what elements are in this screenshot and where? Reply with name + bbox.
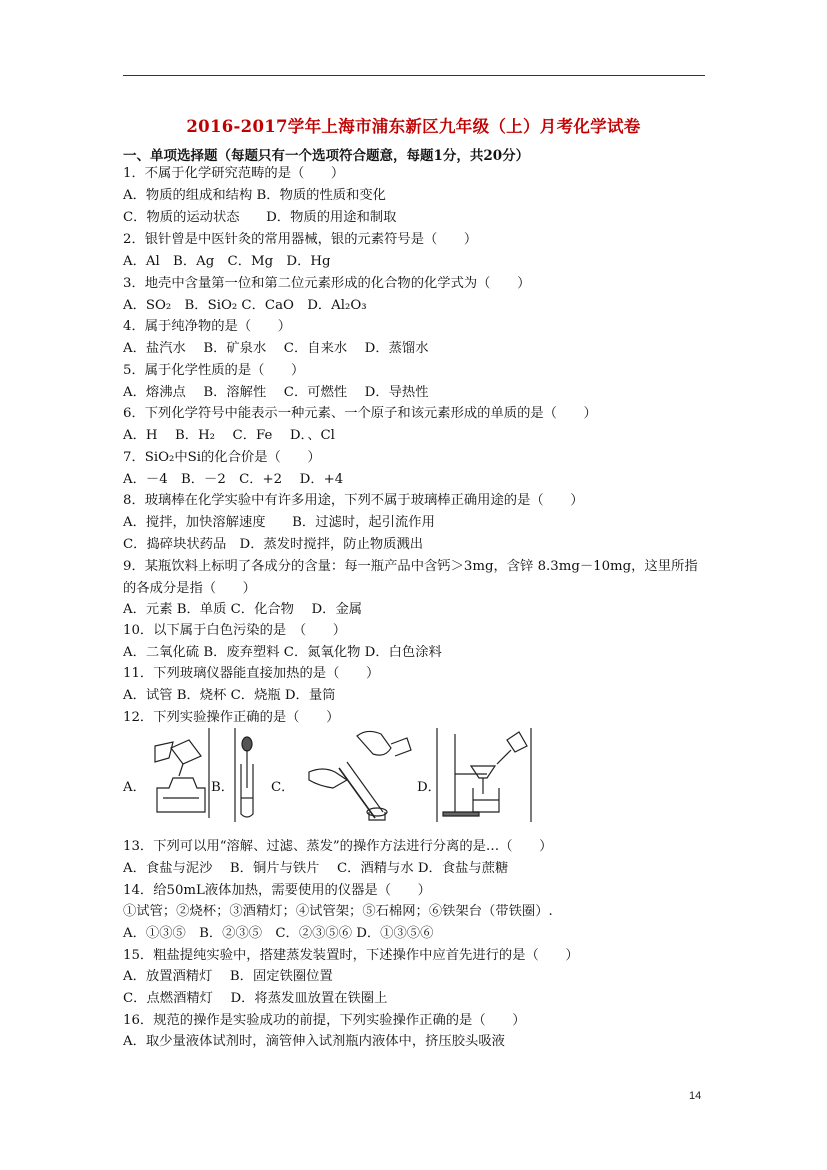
question-line: A．SO₂ B．SiO₂ C．CaO D．Al₂O₃ <box>123 298 367 313</box>
page-number: 14 <box>689 1090 702 1102</box>
question-line: A．①③⑤ B．②③⑤ C．②③⑤⑥ D．①③⑤⑥ <box>123 926 434 941</box>
figure-d-filtration <box>435 728 535 822</box>
question-line: 16．规范的操作是实验成功的前提，下列实验操作正确的是（ ） <box>123 1013 526 1028</box>
question-line: 15．粗盐提纯实验中，搭建蒸发装置时，下述操作中应首先进行的是（ ） <box>123 948 579 963</box>
question-line: A．食盐与泥沙 B．铜片与铁片 C．酒精与水 D．食盐与蔗糖 <box>123 861 509 876</box>
figure-label-c: C． <box>271 780 295 795</box>
question-line: A．盐汽水 B．矿泉水 C．自来水 D．蒸馏水 <box>123 341 429 356</box>
question-line: C．捣碎块状药品 D．蒸发时搅拌，防止物质溅出 <box>123 537 424 552</box>
figure-label-b: B． <box>211 780 235 795</box>
figure-label-d: D． <box>417 780 441 795</box>
question-line: A．H B．H₂ C．Fe D．、Cl <box>123 428 335 443</box>
question-line: 11．下列玻璃仪器能直接加热的是（ ） <box>123 666 380 681</box>
question-line: A．熔沸点 B．溶解性 C．可燃性 D．导热性 <box>123 385 429 400</box>
question-line: 10．以下属于白色污染的是 （ ） <box>123 623 347 638</box>
question-line: A．－4 B．－2 C．+2 D．+4 <box>123 472 344 487</box>
question-line: A．取少量液体试剂时，滴管伸入试剂瓶内液体中，挤压胶头吸液 <box>123 1034 505 1049</box>
page-title: 2016-2017学年上海市浦东新区九年级（上）月考化学试卷 <box>186 117 641 136</box>
figure-b-dropper <box>229 728 269 822</box>
figure-c-heating-test-tube <box>289 728 415 822</box>
question-line: 12．下列实验操作正确的是（ ） <box>123 710 340 725</box>
question-line: A．元素 B．单质 C．化合物 D．金属 <box>123 602 363 617</box>
question-line: 6．下列化学符号中能表示一种元素、一个原子和该元素形成的单质的是（ ） <box>123 406 597 421</box>
question-line: A．放置酒精灯 B．固定铁圈位置 <box>123 969 333 984</box>
question-line: 2．银针曾是中医针灸的常用器械，银的元素符号是（ ） <box>123 232 478 247</box>
experiment-figures <box>123 728 543 824</box>
question-line: 13．下列可以用“溶解、过滤、蒸发”的操作方法进行分离的是…（ ） <box>123 839 553 854</box>
question-line: A．搅拌，加快溶解速度 B．过滤时，起引流作用 <box>123 515 435 530</box>
question-line: A．二氧化硫 B．废弃塑料 C．氮氧化物 D．白色涂料 <box>123 645 442 660</box>
question-line: 3．地壳中含量第一位和第二位元素形成的化合物的化学式为（ ） <box>123 276 531 291</box>
question-line: ①试管；②烧杯；③酒精灯；④试管架；⑤石棉网；⑥铁架台（带铁圈）. <box>123 904 553 919</box>
header-rule <box>123 75 705 76</box>
question-line: 8．玻璃棒在化学实验中有许多用途，下列不属于玻璃棒正确用途的是（ ） <box>123 493 584 508</box>
section-heading: 一、单项选择题（每题只有一个选项符合题意，每题1分，共20分） <box>123 148 530 164</box>
question-line: A．Al B．Ag C．Mg D．Hg <box>123 254 331 269</box>
figure-label-a: A． <box>123 780 146 795</box>
question-line: 14．给50mL液体加热，需要使用的仪器是（ ） <box>123 883 431 898</box>
question-line: C．物质的运动状态 D．物质的用途和制取 <box>123 210 397 225</box>
question-line: 4．属于纯净物的是（ ） <box>123 319 292 334</box>
question-line: 5．属于化学性质的是（ ） <box>123 363 305 378</box>
question-line: 7．SiO₂中Si的化合价是（ ） <box>123 450 321 465</box>
question-line: A．试管 B．烧杯 C．烧瓶 D．量筒 <box>123 688 336 703</box>
question-line: A．物质的组成和结构 B．物质的性质和变化 <box>123 188 386 203</box>
figure-a-pouring-liquid <box>149 728 213 822</box>
question-line: 1．不属于化学研究范畴的是（ ） <box>123 166 345 181</box>
question-line: 9．某瓶饮料上标明了各成分的含量：每一瓶产品中含钙＞3mg，含锌 8.3mg－10mg，这里所指的各成分是指（ ） <box>123 559 698 596</box>
question-line: C．点燃酒精灯 D．将蒸发皿放置在铁圈上 <box>123 991 388 1006</box>
